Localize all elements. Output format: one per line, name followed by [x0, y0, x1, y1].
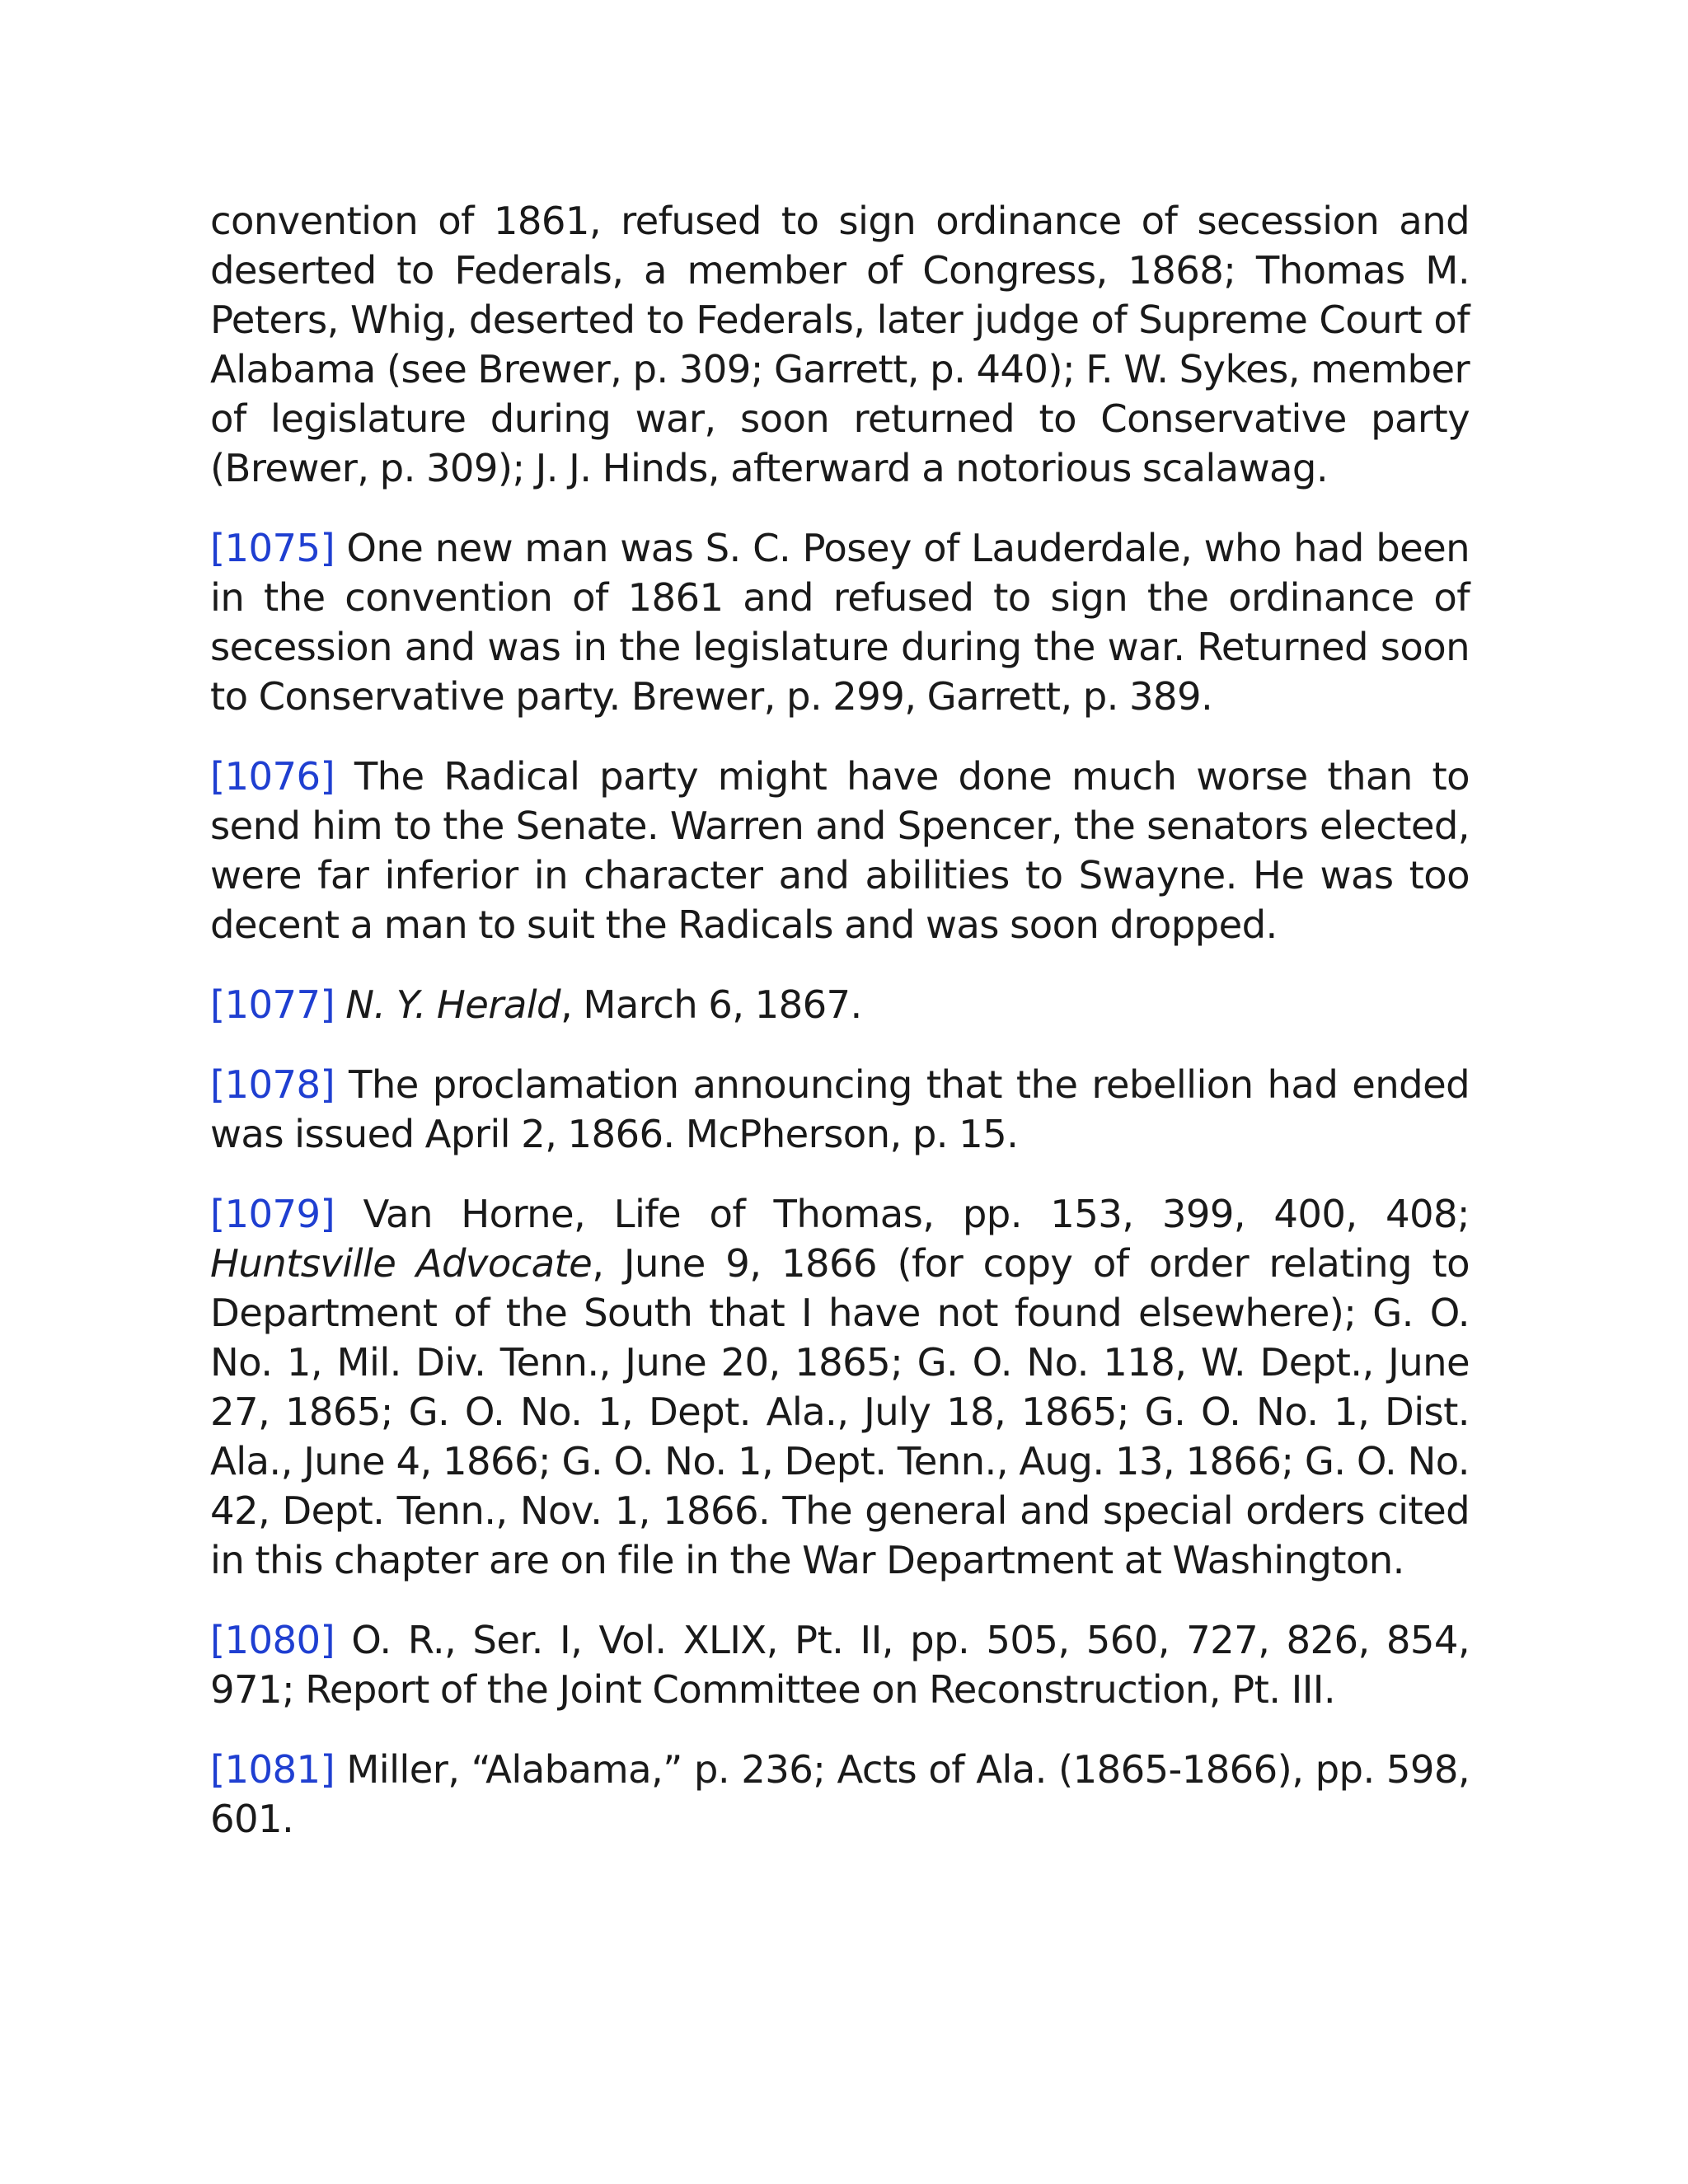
footnote-text: O. R., Ser. I, Vol. XLIX, Pt. II, pp. 505, 560, 727, 826, 854, 971; Report of the Joint Committee on Reconstruction, Pt. III.	[210, 1618, 1470, 1712]
footnote-text: Van Horne, Life of Thomas, pp. 153, 399, 400, 408;	[335, 1192, 1470, 1236]
footnote-1081	[210, 1745, 1470, 1844]
footnote-text	[335, 982, 345, 1027]
footnote-1080	[210, 1615, 1470, 1714]
footnote-ref-link[interactable]: [1081]	[210, 1747, 335, 1792]
footnote-1076	[210, 752, 1470, 949]
footnote-text: The proclamation announcing that the rebellion had ended was issued April 2, 1866. McPherson, p. 15.	[210, 1062, 1470, 1156]
footnotes-page	[210, 196, 1470, 1874]
footnote-text: One new man was S. C. Posey of Lauderdale, who had been in the convention of 1861 and refused to sign the ordinance of secession and was in the legislature during the war. Returned soon to Conservative party. Brewer, p. 299, Garrett, p. 389.	[210, 526, 1470, 719]
footnote-text: , June 9, 1866 (for copy of order relating to Department of the South that I have not found elsewhere); G. O. No. 1, Mil. Div. Tenn., June 20, 1865; G. O. No. 118, W. Dept., June 27, 1865; G. O. No. 1, Dept. Ala., July 18, 1865; G. O. No. 1, Dist. Ala., June 4, 1866; G. O. No. 1, Dept. Tenn., Aug. 13, 1866; G. O. No. 42, Dept. Tenn., Nov. 1, 1866. The general and special orders cited in this chapter are on file in the War Department at Washington.	[210, 1241, 1470, 1582]
footnote-ref-link[interactable]: [1078]	[210, 1062, 335, 1107]
footnote-text: The Radical party might have done much worse than to send him to the Senate. Warren and Spencer, the senators elected, were far inferior in character and abilities to Swayne. He was too decent a man to suit the Radicals and was soon dropped.	[210, 754, 1470, 947]
footnote-ref-link[interactable]: [1077]	[210, 982, 335, 1027]
footnote-text: Miller, “Alabama,” p. 236; Acts of Ala. (1865-1866), pp. 598, 601.	[210, 1747, 1470, 1841]
publication-title: Huntsville Advocate	[210, 1241, 593, 1286]
footnote-text: , March 6, 1867.	[560, 982, 862, 1027]
footnote-continuation	[210, 196, 1470, 493]
footnote-1077	[210, 980, 1470, 1029]
footnote-ref-link[interactable]: [1075]	[210, 526, 335, 570]
publication-title: N. Y. Herald	[345, 982, 560, 1027]
footnote-text: convention of 1861, refused to sign ordinance of secession and deserted to Federals, a member of Congress, 1868; Thomas M. Peters, Whig, deserted to Federals, later judge of Supreme Court of Alabama (see Brewer, p. 309; Garrett, p. 440); F. W. Sykes, member of legislature during war, soon returned to Conservative party (Brewer, p. 309); J. J. Hinds, afterward a notorious scalawag.	[210, 199, 1470, 490]
footnote-ref-link[interactable]: [1079]	[210, 1192, 335, 1236]
footnote-1078	[210, 1060, 1470, 1159]
footnote-1079	[210, 1189, 1470, 1585]
footnote-ref-link[interactable]: [1076]	[210, 754, 335, 799]
footnote-ref-link[interactable]: [1080]	[210, 1618, 335, 1662]
footnote-1075	[210, 523, 1470, 721]
